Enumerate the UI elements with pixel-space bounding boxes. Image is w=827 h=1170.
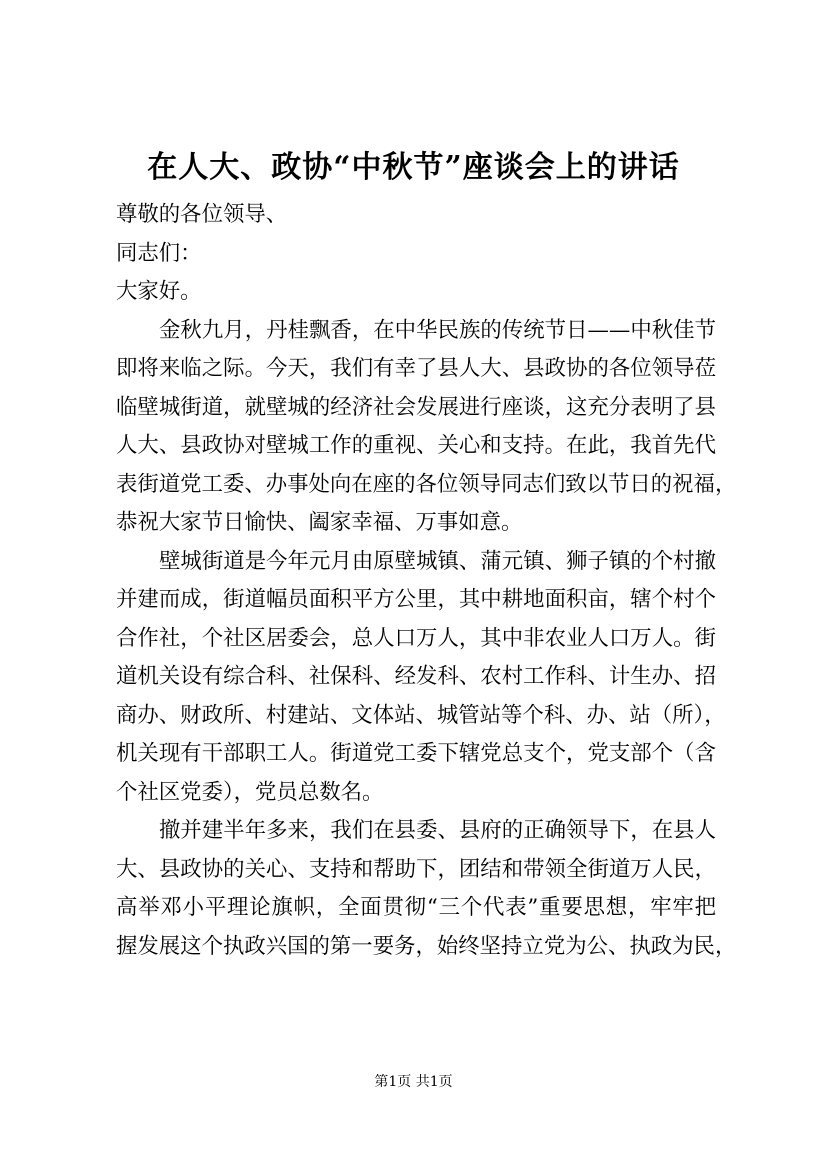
greeting-line: 大家好。 (116, 279, 202, 304)
paragraph-line: 人大、县政协对壁城工作的重视、关心和支持。在此，我首先代 (116, 433, 716, 458)
paragraph-line: 临壁城街道，就壁城的经济社会发展进行座谈，这充分表明了县 (116, 394, 716, 420)
document-title: 在人大、政协“中秋节”座谈会上的讲话 (147, 150, 680, 185)
paragraph-line: 高举邓小平理论旗帜，全面贯彻“三个代表”重要思想，牢牢把 (116, 895, 716, 920)
paragraph-line: 恭祝大家节日愉快、阖家幸福、万事如意。 (116, 510, 523, 535)
paragraph-line: 金秋九月，丹桂飘香，在中华民族的传统节日——中秋佳节 (159, 317, 716, 343)
paragraph-line: 握发展这个执政兴国的第一要务，始终坚持立党为公、执政为民， (116, 933, 737, 959)
paragraph-line: 表街道党工委、办事处向在座的各位领导同志们致以节日的祝福， (116, 471, 737, 497)
paragraph-line: 大、县政协的关心、支持和帮助下，团结和带领全街道万人民， (116, 856, 716, 882)
paragraph-line: 撤并建半年多来，我们在县委、县府的正确领导下，在县人 (159, 818, 716, 843)
paragraph-line: 壁城街道是今年元月由原壁城镇、蒲元镇、狮子镇的个村撤 (159, 548, 716, 574)
page-footer: 第1页 共1页 (374, 1074, 453, 1090)
paragraph-line: 即将来临之际。今天，我们有幸了县人大、县政协的各位领导莅 (116, 356, 716, 381)
paragraph-line: 商办、财政所、村建站、文体站、城管站等个科、办、站（所）， (116, 702, 726, 728)
salutation-line: 同志们： (116, 240, 202, 266)
document-body (116, 196, 737, 966)
paragraph-line: 并建而成，街道幅员面积平方公里，其中耕地面积亩，辖个村个 (116, 587, 716, 612)
paragraph-line: 合作社，个社区居委会，总人口万人，其中非农业人口万人。街 (116, 625, 716, 651)
salutation-line: 尊敬的各位领导、 (116, 202, 288, 227)
paragraph-line: 个社区党委），党员总数名。 (116, 779, 384, 805)
paragraph-line: 机关现有干部职工人。街道党工委下辖党总支个，党支部个（含 (116, 741, 716, 766)
paragraph-line: 道机关设有综合科、社保科、经发科、农村工作科、计生办、招 (116, 664, 716, 689)
